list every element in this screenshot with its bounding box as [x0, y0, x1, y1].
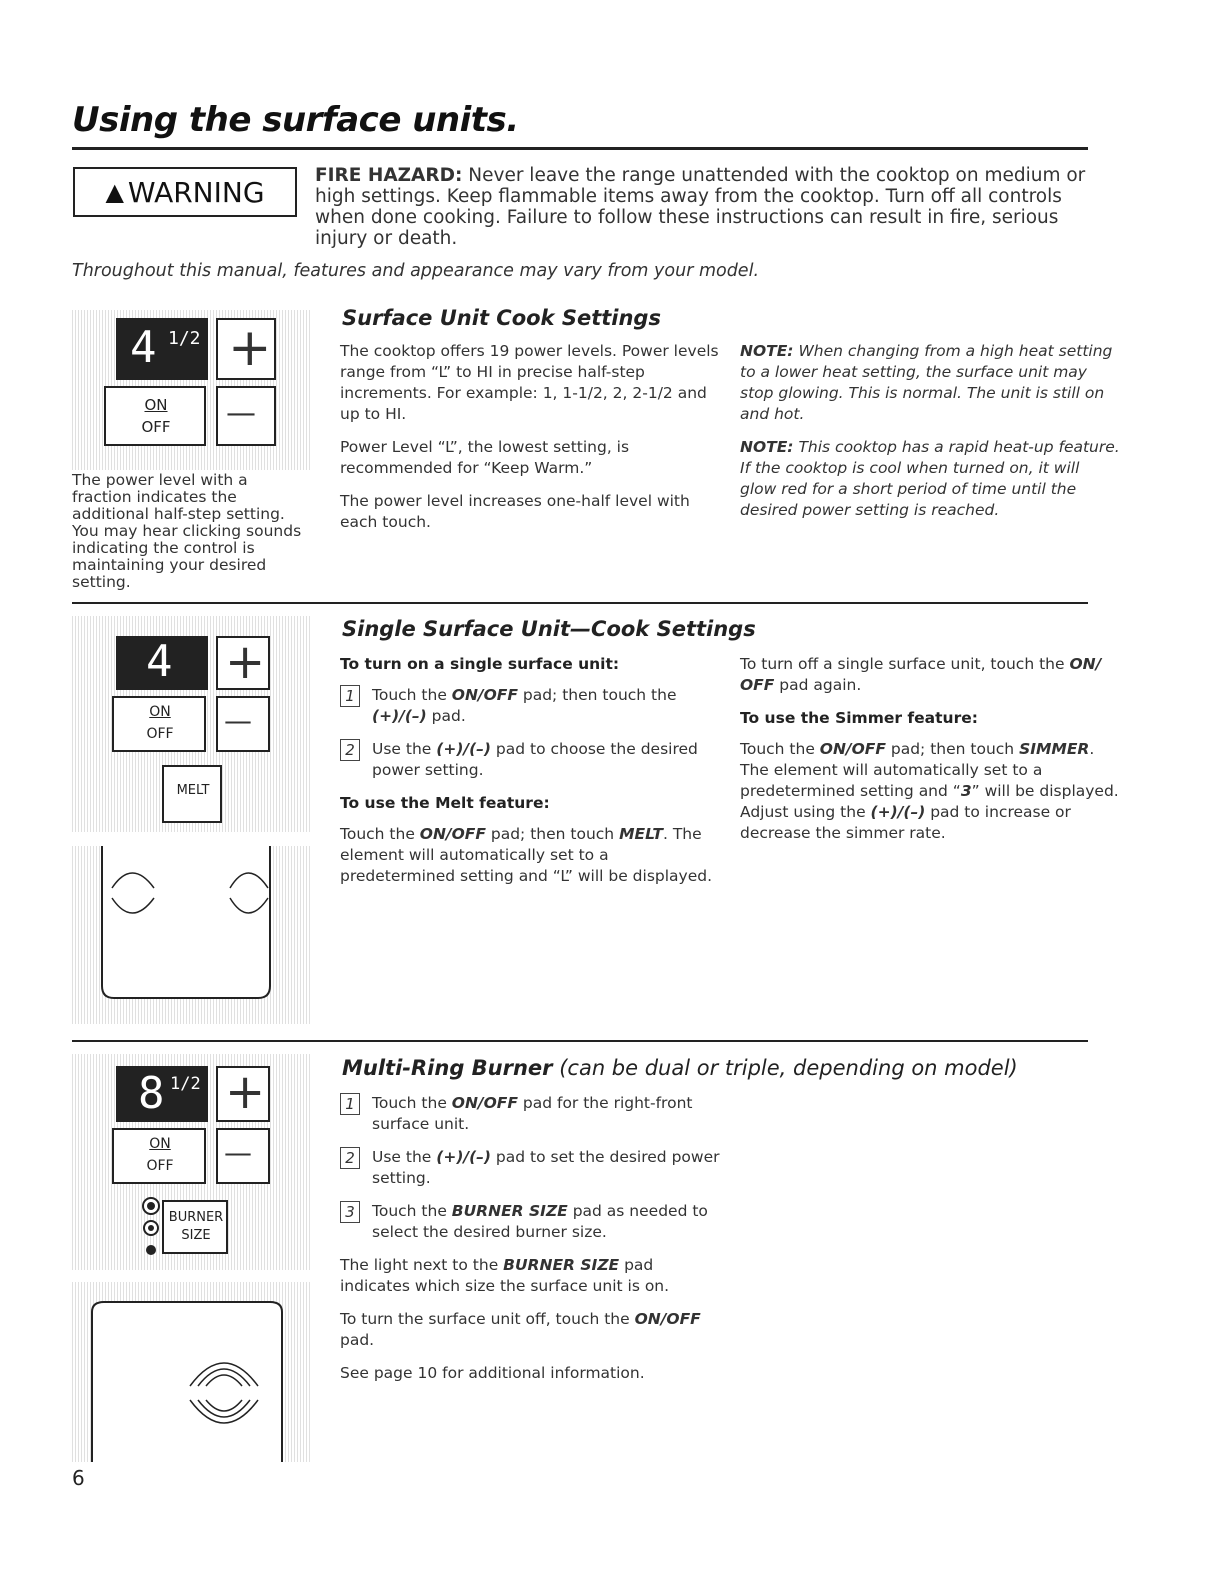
- burner-size-pad[interactable]: [162, 1200, 228, 1254]
- page-title: Using the surface units.: [72, 100, 519, 140]
- s3-step-3-text: Touch the BURNER SIZE pad as needed to select the desired burner size.: [372, 1202, 708, 1241]
- section1-body: [340, 341, 720, 545]
- cooktop-outline-2: [92, 1302, 282, 1462]
- note-2-label: NOTE:: [740, 438, 794, 456]
- display-digit: 4: [130, 322, 157, 373]
- on-off-pad-2[interactable]: [112, 696, 206, 752]
- turn-on-heading: To turn on a single surface unit:: [340, 655, 620, 673]
- section3-title-note: (can be dual or triple, depending on model): [552, 1056, 1018, 1080]
- section1-para-1: The cooktop offers 19 power levels. Power levels range from “L” to HI in precise half-step increments. For example: 1, 1-1/2, 2, 2-1/2 and up to HI.: [340, 342, 719, 423]
- plus-pad-3[interactable]: [216, 1066, 270, 1122]
- note-2-text: This cooktop has a rapid heat-up feature. If the cooktop is cool when turned on, it will glow red for a short period of time until the desired power setting is reached.: [740, 438, 1120, 519]
- on-label-2: ON: [149, 704, 171, 720]
- plus-label-3: +: [225, 1064, 266, 1120]
- melt-text: Touch the ON/OFF pad; then touch MELT. The element will automatically set to a predetermined setting and “L” will be displayed.: [340, 825, 713, 885]
- on-label-3: ON: [149, 1136, 171, 1152]
- on-off-pad-3[interactable]: [112, 1128, 206, 1184]
- warning-body: Never leave the range unattended with the cooktop on medium or high settings. Keep flammable items away from the cooktop. Turn off all controls when done cooking. Failure to follow these instructions can result in fire, serious injury or death.: [315, 165, 1086, 249]
- burner-size-light-text: The light next to the BURNER SIZE pad indicates which size the surface unit is on.: [340, 1256, 670, 1295]
- section2-col2: [740, 654, 1120, 856]
- see-page-text: See page 10 for additional information.: [340, 1364, 645, 1382]
- display-fraction: 1/2: [168, 328, 201, 349]
- burner-label: BURNER: [168, 1210, 224, 1225]
- melt-pad[interactable]: [162, 765, 222, 823]
- display-digit-2: 4: [146, 636, 173, 687]
- note-2: [740, 437, 1120, 521]
- plus-pad[interactable]: [216, 318, 276, 380]
- burner-size-indicator-lights: [140, 1196, 162, 1262]
- minus-label-2: —: [224, 704, 252, 737]
- power-display: [116, 318, 208, 380]
- off-label: OFF: [141, 418, 171, 436]
- s3-step-number-2: 2: [340, 1147, 360, 1169]
- step-2-text: Use the (+)/(–) pad to choose the desired power setting.: [372, 740, 698, 779]
- section-divider-1: [72, 602, 1088, 604]
- indicator-small-icon: [146, 1245, 156, 1255]
- off-label-2: OFF: [146, 726, 174, 742]
- section2-col1: [340, 654, 720, 887]
- section1-caption: The power level with a fraction indicates the additional half-step setting. You may hear clicking sounds indicating the control is maintaining your desired setting.: [72, 471, 302, 591]
- section3-title: [342, 1056, 1018, 1080]
- cooktop-outline: [102, 846, 270, 998]
- off-label-3: OFF: [146, 1158, 174, 1174]
- note-1-text: When changing from a high heat setting to a lower heat setting, the surface unit may stop glowing. This is normal. The unit is still on and hot.: [740, 342, 1113, 423]
- power-display-3: [116, 1066, 208, 1122]
- section2-step-2: [340, 739, 720, 781]
- minus-label: —: [226, 396, 256, 431]
- warning-heading: FIRE HAZARD:: [315, 165, 463, 186]
- section2-step-1: [340, 685, 720, 727]
- disclaimer: Throughout this manual, features and appearance may vary from your model.: [72, 261, 760, 281]
- on-off-pad[interactable]: [104, 386, 206, 446]
- section-divider-2: [72, 1040, 1088, 1042]
- melt-label: MELT: [176, 783, 210, 798]
- step-number-1: 1: [340, 685, 360, 707]
- warning-text: [315, 165, 1115, 249]
- s3-step-number-3: 3: [340, 1201, 360, 1223]
- s3-step-2-text: Use the (+)/(–) pad to set the desired power setting.: [372, 1148, 720, 1187]
- page-number: 6: [72, 1466, 85, 1490]
- minus-pad-2[interactable]: [216, 696, 270, 752]
- indicator-large-dot: [147, 1202, 155, 1210]
- note-1-label: NOTE:: [740, 342, 794, 360]
- section1-title: Surface Unit Cook Settings: [342, 306, 661, 330]
- single-cooktop-svg: [72, 846, 312, 1024]
- turn-off-burner-text: To turn the surface unit off, touch the ON/OFF pad.: [340, 1310, 701, 1349]
- note-1: [740, 341, 1120, 425]
- s3-step-number-1: 1: [340, 1093, 360, 1115]
- step-number-2: 2: [340, 739, 360, 761]
- indicator-medium-dot: [148, 1225, 154, 1231]
- section3-step-3: [340, 1201, 720, 1243]
- display-digit-3: 8: [138, 1068, 165, 1119]
- section3-step-2: [340, 1147, 720, 1189]
- section2-title: Single Surface Unit—Cook Settings: [342, 617, 756, 641]
- plus-pad-2[interactable]: [216, 636, 270, 690]
- warning-badge: [73, 167, 297, 217]
- section3-step-1: [340, 1093, 720, 1135]
- plus-label: +: [228, 318, 272, 378]
- display-fraction-3: 1/2: [170, 1074, 201, 1094]
- plus-label-2: +: [225, 634, 266, 690]
- on-label: ON: [144, 396, 168, 414]
- section3-title-main: Multi-Ring Burner: [342, 1056, 553, 1080]
- minus-pad-3[interactable]: [216, 1128, 270, 1184]
- power-display-2: [116, 636, 208, 690]
- simmer-text: Touch the ON/OFF pad; then touch SIMMER. The element will automatically set to a predetermined setting and “3” will be displayed. Adjust using the (+)/(–) pad to increase or decrease the simmer rate.: [740, 740, 1119, 842]
- minus-label-3: —: [224, 1136, 252, 1169]
- simmer-heading: To use the Simmer feature:: [740, 709, 978, 727]
- step-1-text: Touch the ON/OFF pad; then touch the (+)/(–) pad.: [372, 686, 677, 725]
- size-label: SIZE: [181, 1228, 211, 1243]
- turn-off-text: To turn off a single surface unit, touch the ON/ OFF pad again.: [740, 655, 1102, 694]
- section1-para-2: Power Level “L”, the lowest setting, is recommended for “Keep Warm.”: [340, 438, 630, 477]
- warning-label: WARNING: [127, 175, 265, 209]
- title-rule: [72, 147, 1088, 150]
- s3-step-1-text: Touch the ON/OFF pad for the right-front surface unit.: [372, 1094, 693, 1133]
- section1-para-3: The power level increases one-half level with each touch.: [340, 492, 690, 531]
- multi-ring-cooktop-svg: [72, 1282, 312, 1462]
- melt-heading: To use the Melt feature:: [340, 794, 550, 812]
- section1-notes: [740, 341, 1120, 533]
- warning-triangle-icon: ▲: [105, 178, 124, 206]
- minus-pad[interactable]: [216, 386, 276, 446]
- section3-body: [340, 1093, 720, 1396]
